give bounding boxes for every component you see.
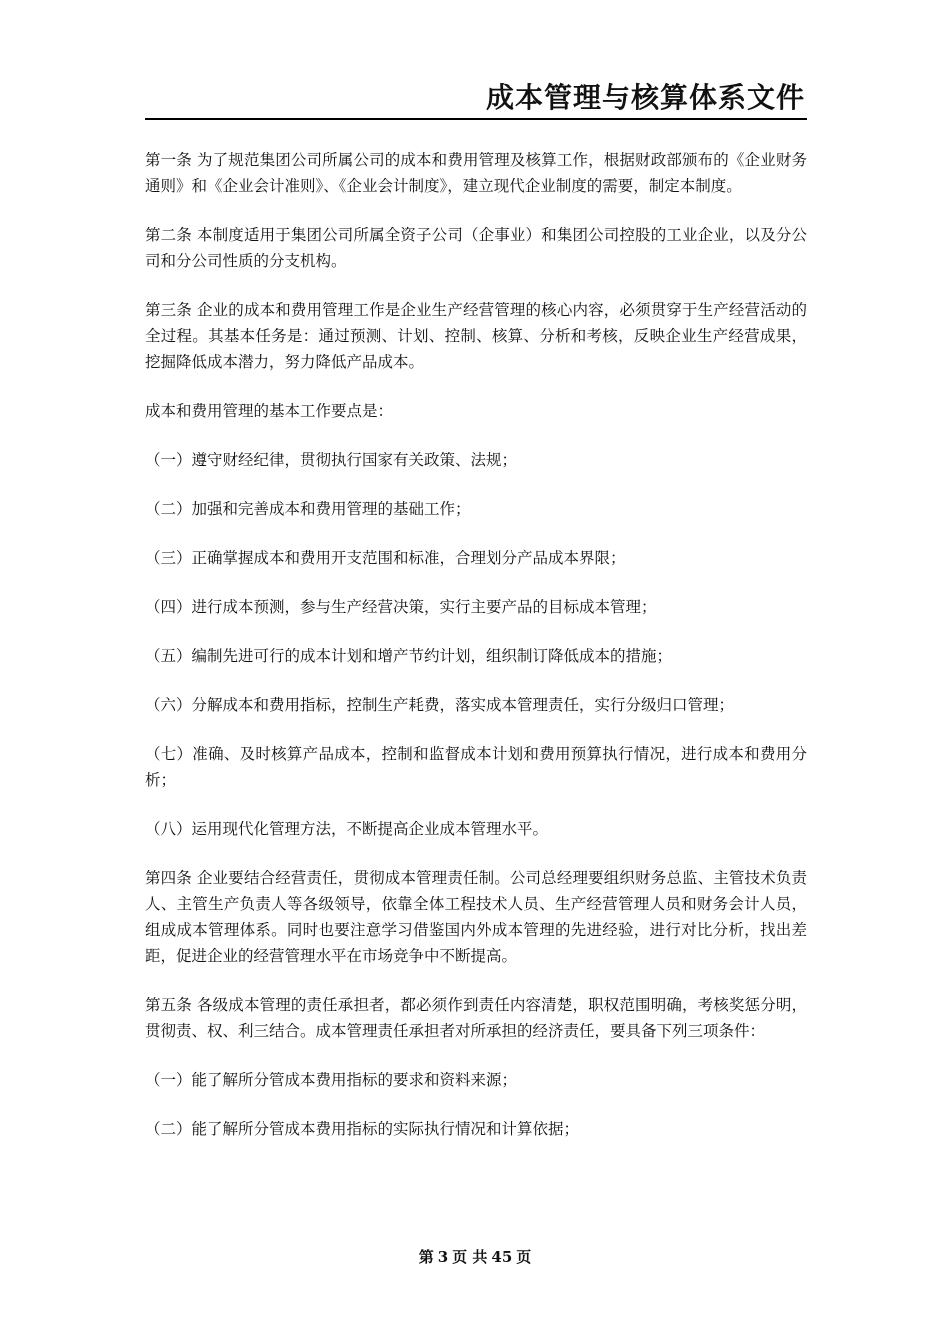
page-footer [0, 1247, 950, 1267]
key-point-4: （四）进行成本预测，参与生产经营决策，实行主要产品的目标成本管理； [145, 598, 657, 616]
article-4: 第四条 企业要结合经营责任，贯彻成本管理责任制。公司总经理要组织财务总监、主管技术负责人、主管生产负责人等各级领导，依靠全体工程技术人员、生产经营管理人员和财务会计人员，组成成本管理体系。同时也要注意学习借鉴国内外成本管理的先进经验，进行对比分析，找出差距，促进企业的经营管理水平在市场竞争中不断提高。 [145, 869, 807, 965]
article-3: 第三条 企业的成本和费用管理工作是企业生产经营管理的核心内容，必须贯穿于生产经营活动的全过程。其基本任务是：通过预测、计划、控制、核算、分析和考核，反映企业生产经营成果，挖掘降低成本潜力，努力降低产品成本。 [145, 301, 807, 371]
header-divider [145, 118, 807, 120]
page-total: 45 [491, 1248, 513, 1266]
footer-middle: 页 共 [452, 1248, 488, 1266]
document-title: 成本管理与核算体系文件 [485, 81, 805, 114]
key-point-8: （八）运用现代化管理方法，不断提高企业成本管理水平。 [145, 820, 549, 838]
article-2: 第二条 本制度适用于集团公司所属全资子公司（企事业）和集团公司控股的工业企业，以及分公司和分公司性质的分支机构。 [145, 226, 807, 270]
condition-1: （一）能了解所分管成本费用指标的要求和资料来源； [145, 1071, 518, 1089]
article-5: 第五条 各级成本管理的责任承担者，都必须作到责任内容清楚，职权范围明确，考核奖惩分明，贯彻责、权、利三结合。成本管理责任承担者对所承担的经济责任，要具备下列三项条件： [145, 996, 807, 1040]
footer-suffix: 页 [516, 1248, 532, 1266]
page-number: 3 [437, 1248, 449, 1266]
key-point-7: （七）准确、及时核算产品成本，控制和监督成本计划和费用预算执行情况，进行成本和费用分析； [145, 745, 807, 789]
key-point-1: （一）遵守财经纪律，贯彻执行国家有关政策、法规； [145, 451, 518, 469]
key-points-intro: 成本和费用管理的基本工作要点是： [145, 402, 394, 420]
key-point-5: （五）编制先进可行的成本计划和增产节约计划，组织制订降低成本的措施； [145, 647, 673, 665]
document-body [145, 147, 807, 1165]
footer-prefix: 第 [418, 1248, 434, 1266]
condition-2: （二）能了解所分管成本费用指标的实际执行情况和计算依据； [145, 1120, 580, 1138]
key-point-6: （六）分解成本和费用指标，控制生产耗费，落实成本管理责任，实行分级归口管理； [145, 696, 735, 714]
key-point-2: （二）加强和完善成本和费用管理的基础工作； [145, 500, 471, 518]
article-1: 第一条 为了规范集团公司所属公司的成本和费用管理及核算工作，根据财政部颁布的《企业财务通则》和《企业会计准则》、《企业会计制度》，建立现代企业制度的需要，制定本制度。 [145, 151, 807, 195]
key-point-3: （三）正确掌握成本和费用开支范围和标准，合理划分产品成本界限； [145, 549, 626, 567]
